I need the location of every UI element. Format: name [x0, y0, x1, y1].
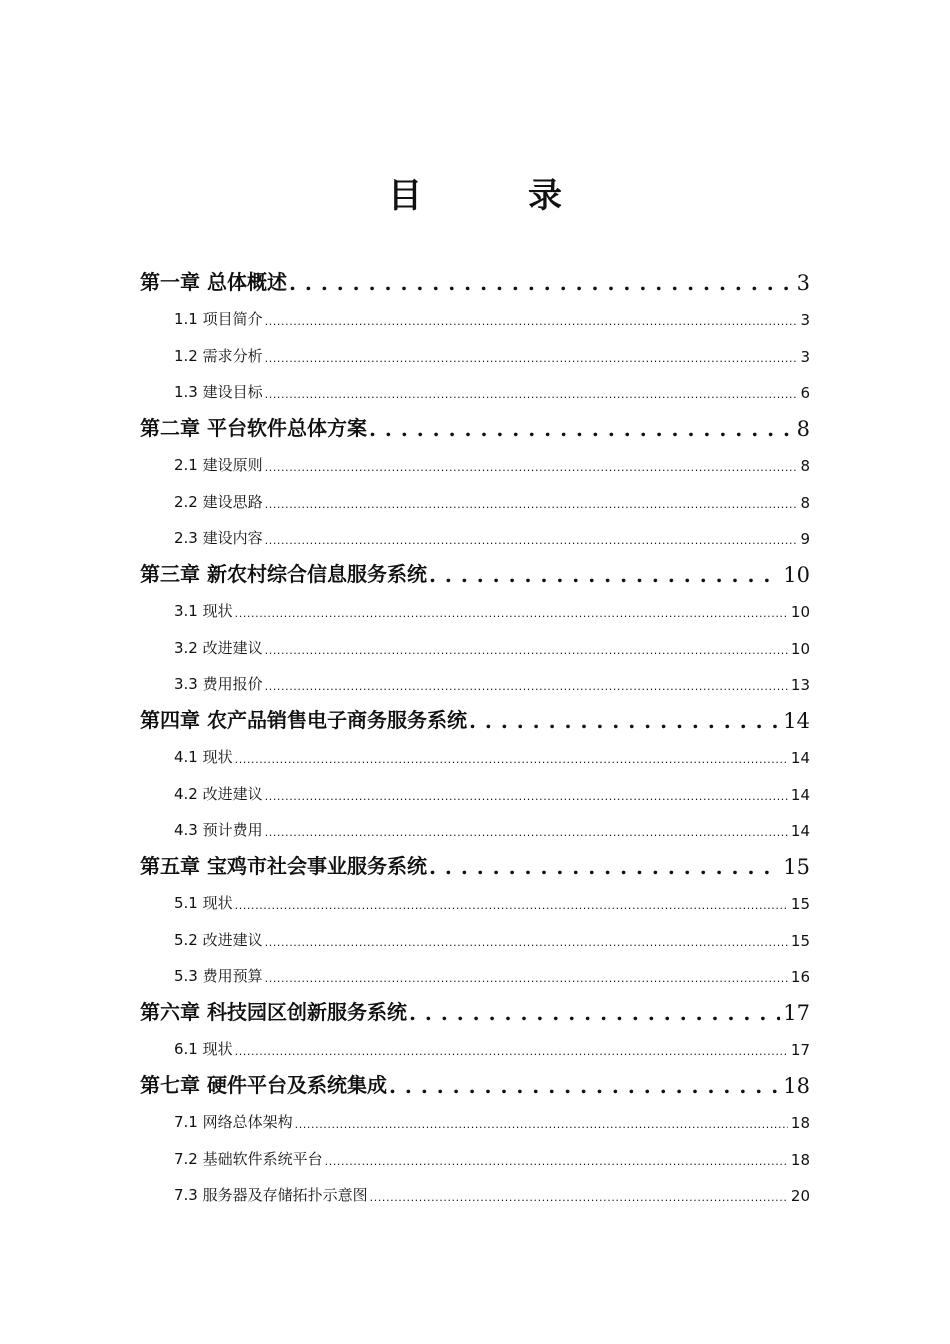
toc-section-entry[interactable]	[140, 919, 810, 956]
toc-chapter-entry[interactable]	[140, 700, 810, 737]
toc-entry-label: 2.3 建设内容	[174, 529, 263, 547]
page-title: 目 录	[388, 176, 598, 216]
toc-page-number: 18	[790, 1150, 810, 1169]
toc-entry-label: 5.2 改进建议	[174, 930, 263, 949]
toc-dot-leader	[325, 1151, 788, 1169]
toc-section-entry[interactable]	[140, 810, 810, 847]
toc-dot-leader	[429, 563, 780, 587]
toc-page-number: 8	[800, 457, 810, 475]
toc-page-number: 3	[796, 270, 810, 295]
toc-page-number: 10	[790, 603, 810, 621]
toc-page-number: 14	[790, 785, 810, 804]
toc-entry-label: 2.1 建设原则	[174, 456, 263, 474]
toc-page-number: 3	[800, 311, 810, 329]
toc-entry-label: 第一章 总体概述	[140, 269, 287, 294]
toc-dot-leader	[235, 1041, 788, 1059]
toc-chapter-entry[interactable]	[140, 554, 810, 591]
toc-entry-label: 第七章 硬件平台及系统集成	[140, 1072, 387, 1097]
toc-dot-leader	[265, 384, 798, 402]
toc-dot-leader	[370, 1187, 788, 1205]
toc-entry-label: 6.1 现状	[174, 1040, 233, 1058]
toc-dot-leader	[369, 417, 794, 441]
toc-entry-label: 3.3 费用报价	[174, 675, 263, 693]
toc-page-number: 14	[783, 708, 810, 733]
toc-dot-leader	[265, 640, 788, 658]
toc-section-entry[interactable]	[140, 664, 810, 701]
toc-dot-leader	[409, 1001, 780, 1025]
toc-entry-label: 5.1 现状	[174, 894, 233, 912]
toc-dot-leader	[295, 1114, 788, 1132]
toc-page-number: 14	[790, 749, 810, 767]
toc-section-entry[interactable]	[140, 737, 810, 774]
toc-section-entry[interactable]	[140, 335, 810, 372]
toc-entry-label: 第五章 宝鸡市社会事业服务系统	[140, 853, 427, 878]
toc-entry-label: 第六章 科技园区创新服务系统	[140, 999, 407, 1024]
toc-section-entry[interactable]	[140, 883, 810, 920]
toc-entry-label: 第四章 农产品销售电子商务服务系统	[140, 707, 467, 732]
toc-page-number: 15	[790, 895, 810, 913]
toc-page-number: 15	[783, 854, 810, 879]
toc-dot-leader	[265, 786, 788, 804]
toc-entry-label: 5.3 费用预算	[174, 967, 263, 985]
toc-page-number: 17	[783, 1000, 810, 1025]
toc-entry-label: 4.2 改进建议	[174, 784, 263, 803]
toc-dot-leader	[265, 457, 798, 475]
toc-dot-leader	[235, 895, 788, 913]
toc-page-number: 8	[796, 416, 810, 441]
toc-entry-label: 2.2 建设思路	[174, 492, 263, 511]
toc-entry-label: 1.1 项目简介	[174, 310, 263, 328]
toc-page-number: 16	[790, 968, 810, 986]
toc-chapter-entry[interactable]	[140, 846, 810, 883]
toc-dot-leader	[389, 1074, 780, 1098]
toc-entry-label: 3.2 改进建议	[174, 638, 263, 657]
toc-page-number: 14	[790, 822, 810, 840]
toc-entry-label: 第二章 平台软件总体方案	[140, 415, 367, 440]
toc-dot-leader	[265, 822, 788, 840]
toc-section-entry[interactable]	[140, 773, 810, 810]
toc-page-number: 10	[783, 562, 810, 587]
toc-dot-leader	[265, 348, 798, 366]
toc-entry-label: 7.1 网络总体架构	[174, 1113, 293, 1131]
toc-page-number: 18	[783, 1073, 810, 1098]
toc-section-entry[interactable]	[140, 956, 810, 993]
toc-entry-label: 7.2 基础软件系统平台	[174, 1149, 323, 1168]
toc-entry-label: 4.1 现状	[174, 748, 233, 766]
toc-entry-label: 1.2 需求分析	[174, 346, 263, 365]
toc-section-entry[interactable]	[140, 1102, 810, 1139]
toc-page-number: 10	[790, 639, 810, 658]
toc-dot-leader	[265, 530, 798, 548]
toc-dot-leader	[265, 311, 798, 329]
toc-section-entry[interactable]	[140, 1138, 810, 1175]
toc-dot-leader	[265, 968, 788, 986]
toc-page-number: 6	[800, 384, 810, 402]
toc-page-number: 9	[800, 530, 810, 548]
toc-page-number: 8	[800, 493, 810, 512]
toc-section-entry[interactable]	[140, 627, 810, 664]
table-of-contents	[140, 262, 810, 1211]
toc-dot-leader	[265, 676, 788, 694]
toc-section-entry[interactable]	[140, 372, 810, 409]
toc-entry-label: 第三章 新农村综合信息服务系统	[140, 561, 427, 586]
toc-chapter-entry[interactable]	[140, 992, 810, 1029]
toc-entry-label: 1.3 建设目标	[174, 383, 263, 401]
toc-section-entry[interactable]	[140, 1029, 810, 1066]
toc-entry-label: 3.1 现状	[174, 602, 233, 620]
toc-entry-label: 7.3 服务器及存储拓扑示意图	[174, 1186, 368, 1204]
toc-page-number: 13	[790, 676, 810, 694]
toc-page-number: 3	[800, 347, 810, 366]
toc-dot-leader	[235, 749, 788, 767]
toc-chapter-entry[interactable]	[140, 262, 810, 299]
toc-dot-leader	[289, 271, 794, 295]
toc-chapter-entry[interactable]	[140, 1065, 810, 1102]
toc-page-number: 17	[790, 1041, 810, 1059]
toc-section-entry[interactable]	[140, 591, 810, 628]
toc-section-entry[interactable]	[140, 1175, 810, 1212]
toc-section-entry[interactable]	[140, 518, 810, 555]
toc-chapter-entry[interactable]	[140, 408, 810, 445]
toc-page-number: 15	[790, 931, 810, 950]
toc-dot-leader	[265, 932, 788, 950]
toc-dot-leader	[265, 494, 798, 512]
toc-section-entry[interactable]	[140, 445, 810, 482]
toc-page-number: 20	[790, 1187, 810, 1205]
toc-section-entry[interactable]	[140, 481, 810, 518]
toc-section-entry[interactable]	[140, 299, 810, 336]
toc-dot-leader	[429, 855, 780, 879]
toc-dot-leader	[235, 603, 788, 621]
toc-entry-label: 4.3 预计费用	[174, 821, 263, 839]
toc-page-number: 18	[790, 1114, 810, 1132]
toc-dot-leader	[469, 709, 780, 733]
